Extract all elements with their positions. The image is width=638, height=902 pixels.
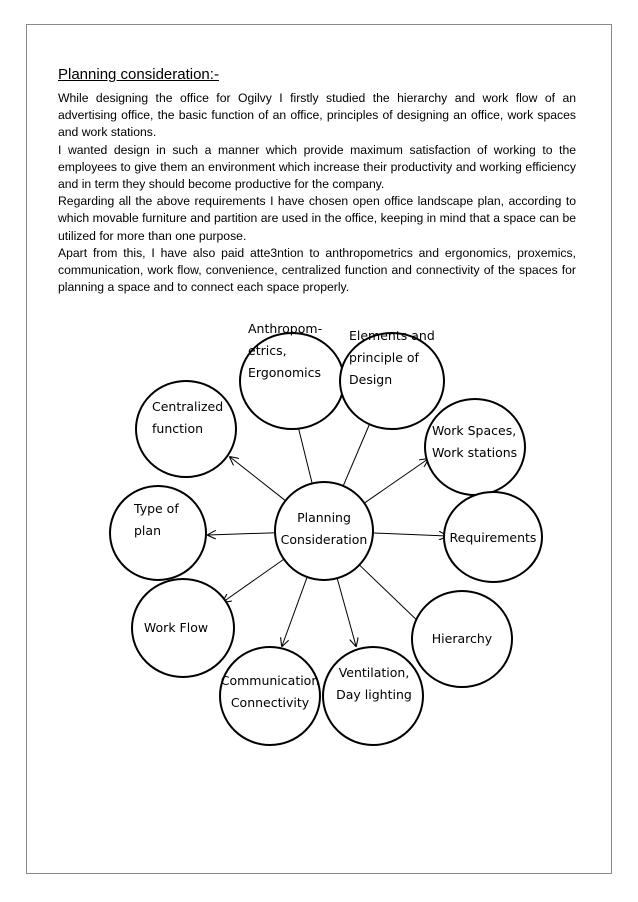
- node-elements-label-line-3: Design: [349, 372, 393, 387]
- node-ventilation-label-line-2: Day lighting: [336, 687, 412, 702]
- node-hierarchy-label-line-1: Hierarchy: [431, 631, 493, 646]
- node-requirements-label-line-1: Requirements: [449, 530, 537, 545]
- node-workspaces-label-line-1: Work Spaces,: [432, 423, 517, 438]
- node-communication-label-line-2: Connectivity: [230, 695, 310, 710]
- node-typeofplan-label-line-2: plan: [134, 523, 161, 538]
- center-node-label-line-2: Consideration: [280, 532, 368, 547]
- paragraph-4: Apart from this, I have also paid atte3ntion to anthropometrics and ergonomics, proxemics, communication, work flow, convenience, centralized function and connectivity of the spaces for planning a space and to connect each space properly.: [58, 245, 576, 295]
- nodes: [110, 321, 542, 745]
- node-workflow-label-line-1: Work Flow: [143, 620, 209, 635]
- node-hierarchy-label: [432, 631, 493, 646]
- arrow-to-workflow: [223, 559, 285, 602]
- arrow-to-centralized: [230, 457, 286, 501]
- node-communication-label-line-1: Communication: [220, 673, 320, 688]
- arrow-to-elements: [343, 416, 373, 487]
- node-anthropometrics-label-line-3: Ergonomics: [248, 365, 322, 380]
- node-workflow-label: [144, 620, 208, 635]
- section-heading: Planning consideration:-: [58, 66, 219, 83]
- node-centralized-label-line-1: Centralized: [152, 399, 224, 414]
- node-ventilation-label-line-1: Ventilation,: [338, 665, 410, 680]
- node-anthropometrics-label-line-1: Anthropom-: [248, 321, 323, 336]
- arrow-to-requirements: [372, 533, 447, 536]
- node-typeofplan-label-line-1: Type of: [134, 501, 179, 516]
- node-requirements-label: [450, 530, 537, 545]
- node-elements-label-line-1: Elements and: [349, 328, 435, 343]
- arrow-to-typeofplan: [208, 533, 276, 535]
- paragraph-2: I wanted design in such a manner which provide maximum satisfaction of working to the employees to give them an environment which increase their productivity and working efficiency and in term they should become productive for the company.: [58, 142, 576, 192]
- arrow-to-communication: [282, 576, 308, 646]
- arrow-to-hierarchy: [359, 564, 424, 627]
- node-anthropometrics-label-line-2: etrics,: [248, 343, 287, 358]
- center-node: [275, 482, 373, 580]
- arrow-to-workspaces: [364, 459, 429, 504]
- paragraph-1: While designing the office for Ogilvy I firstly studied the hierarchy and work flow of an advertising office, the basic function of an office, principles of designing an office, work spaces and work stations.: [58, 91, 576, 140]
- arrow-to-ventilation: [337, 577, 356, 646]
- node-centralized-label-line-2: function: [152, 421, 204, 436]
- node-elements-label-line-2: principle of: [349, 350, 419, 365]
- paragraph-3: Regarding all the above requirements I have chosen open office landscape plan, according to which movable furniture and partition are used in the office, keeping in mind that a space can be utilized for more than one purpose.: [58, 194, 576, 243]
- node-workspaces-label-line-2: Work stations: [432, 445, 518, 460]
- center-node-label-line-1: Planning: [297, 510, 351, 525]
